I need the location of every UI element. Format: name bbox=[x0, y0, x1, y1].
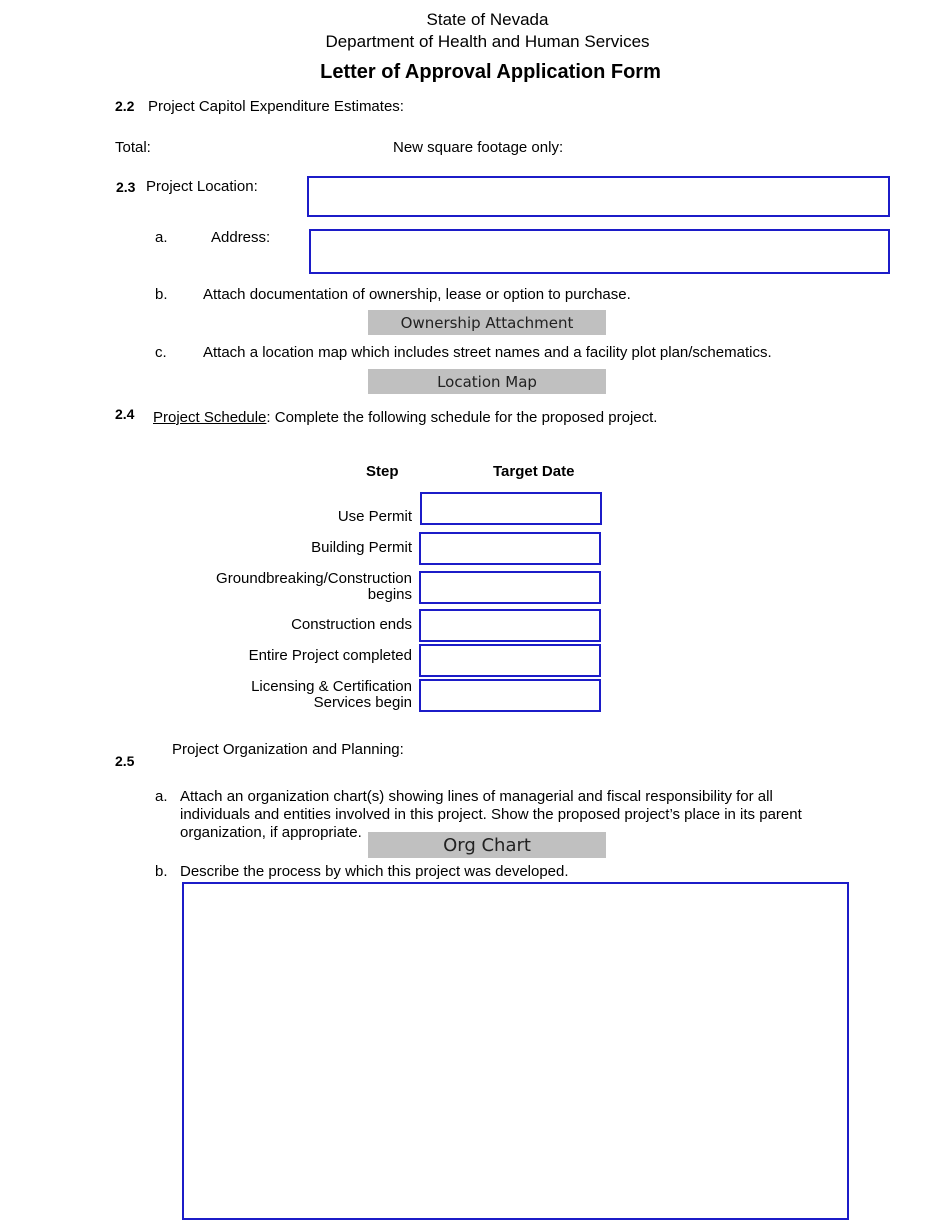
org-chart-instruction-line3: organization, if appropriate. bbox=[180, 824, 362, 841]
section-2-2-label: Project Capitol Expenditure Estimates: bbox=[148, 98, 404, 115]
schedule-step-label bbox=[152, 648, 412, 664]
item-a-letter: a. bbox=[155, 788, 168, 805]
project-completed-date-input[interactable] bbox=[419, 644, 601, 677]
header-department: Department of Health and Human Services bbox=[325, 32, 650, 51]
column-step: Step bbox=[366, 463, 399, 480]
schedule-step-label bbox=[152, 571, 412, 603]
location-map-instruction: Attach a location map which includes street names and a facility plot plan/schematics. bbox=[203, 344, 772, 361]
total-label: Total: bbox=[115, 139, 151, 156]
schedule-step-line: Services begin bbox=[313, 693, 412, 711]
project-schedule-link: Project Schedule bbox=[153, 409, 267, 426]
licensing-services-date-input[interactable] bbox=[419, 679, 601, 712]
address-input[interactable] bbox=[309, 229, 890, 274]
section-2-2-number: 2.2 bbox=[115, 98, 135, 114]
schedule-step-label bbox=[152, 509, 412, 525]
org-chart-instruction-line1: Attach an organization chart(s) showing lines of managerial and fiscal responsibility for all bbox=[180, 788, 773, 805]
process-description-label: Describe the process by which this project was developed. bbox=[180, 863, 569, 880]
groundbreaking-date-input[interactable] bbox=[419, 571, 601, 604]
org-chart-button[interactable]: Org Chart bbox=[368, 832, 606, 858]
schedule-step-label bbox=[152, 679, 412, 711]
use-permit-date-input[interactable] bbox=[420, 492, 602, 525]
ownership-instruction: Attach documentation of ownership, lease or option to purchase. bbox=[203, 286, 631, 303]
schedule-step-label bbox=[152, 617, 412, 633]
section-2-5-number: 2.5 bbox=[115, 753, 135, 769]
schedule-step-line: begins bbox=[367, 585, 412, 603]
org-chart-instruction-line2: individuals and entities involved in this project. Show the proposed project’s place in its parent bbox=[180, 806, 802, 823]
item-b-letter: b. bbox=[155, 286, 168, 303]
item-c-letter: c. bbox=[155, 344, 167, 361]
schedule-step-label bbox=[152, 540, 412, 556]
item-a-letter: a. bbox=[155, 229, 168, 246]
project-location-label: Project Location: bbox=[146, 178, 258, 195]
page-title: Letter of Approval Application Form bbox=[320, 61, 661, 83]
schedule-step-line: Construction ends bbox=[291, 616, 412, 633]
ownership-attachment-button[interactable]: Ownership Attachment bbox=[368, 310, 606, 335]
project-schedule-instruction: : Complete the following schedule for the proposed project. bbox=[266, 409, 658, 426]
sqft-label: New square footage only: bbox=[393, 139, 564, 156]
schedule-step-line: Use Permit bbox=[337, 508, 412, 525]
building-permit-date-input[interactable] bbox=[419, 532, 601, 565]
section-2-4-number: 2.4 bbox=[115, 406, 135, 422]
construction-ends-date-input[interactable] bbox=[419, 609, 601, 642]
schedule-step-line: Licensing & Certification bbox=[251, 678, 412, 695]
process-description-textarea[interactable] bbox=[182, 882, 849, 1220]
location-map-button[interactable]: Location Map bbox=[368, 369, 606, 394]
schedule-step-line: Groundbreaking/Construction bbox=[216, 570, 412, 587]
project-schedule-heading bbox=[153, 409, 657, 427]
schedule-step-line: Building Permit bbox=[311, 539, 412, 556]
project-location-input[interactable] bbox=[307, 176, 890, 217]
item-b-letter: b. bbox=[155, 863, 168, 880]
address-label: Address: bbox=[211, 229, 271, 246]
section-2-3-number: 2.3 bbox=[116, 179, 136, 195]
project-organization-label: Project Organization and Planning: bbox=[172, 741, 404, 758]
schedule-step-line: Entire Project completed bbox=[248, 647, 412, 664]
header-state: State of Nevada bbox=[426, 10, 549, 29]
column-target-date: Target Date bbox=[493, 463, 575, 480]
